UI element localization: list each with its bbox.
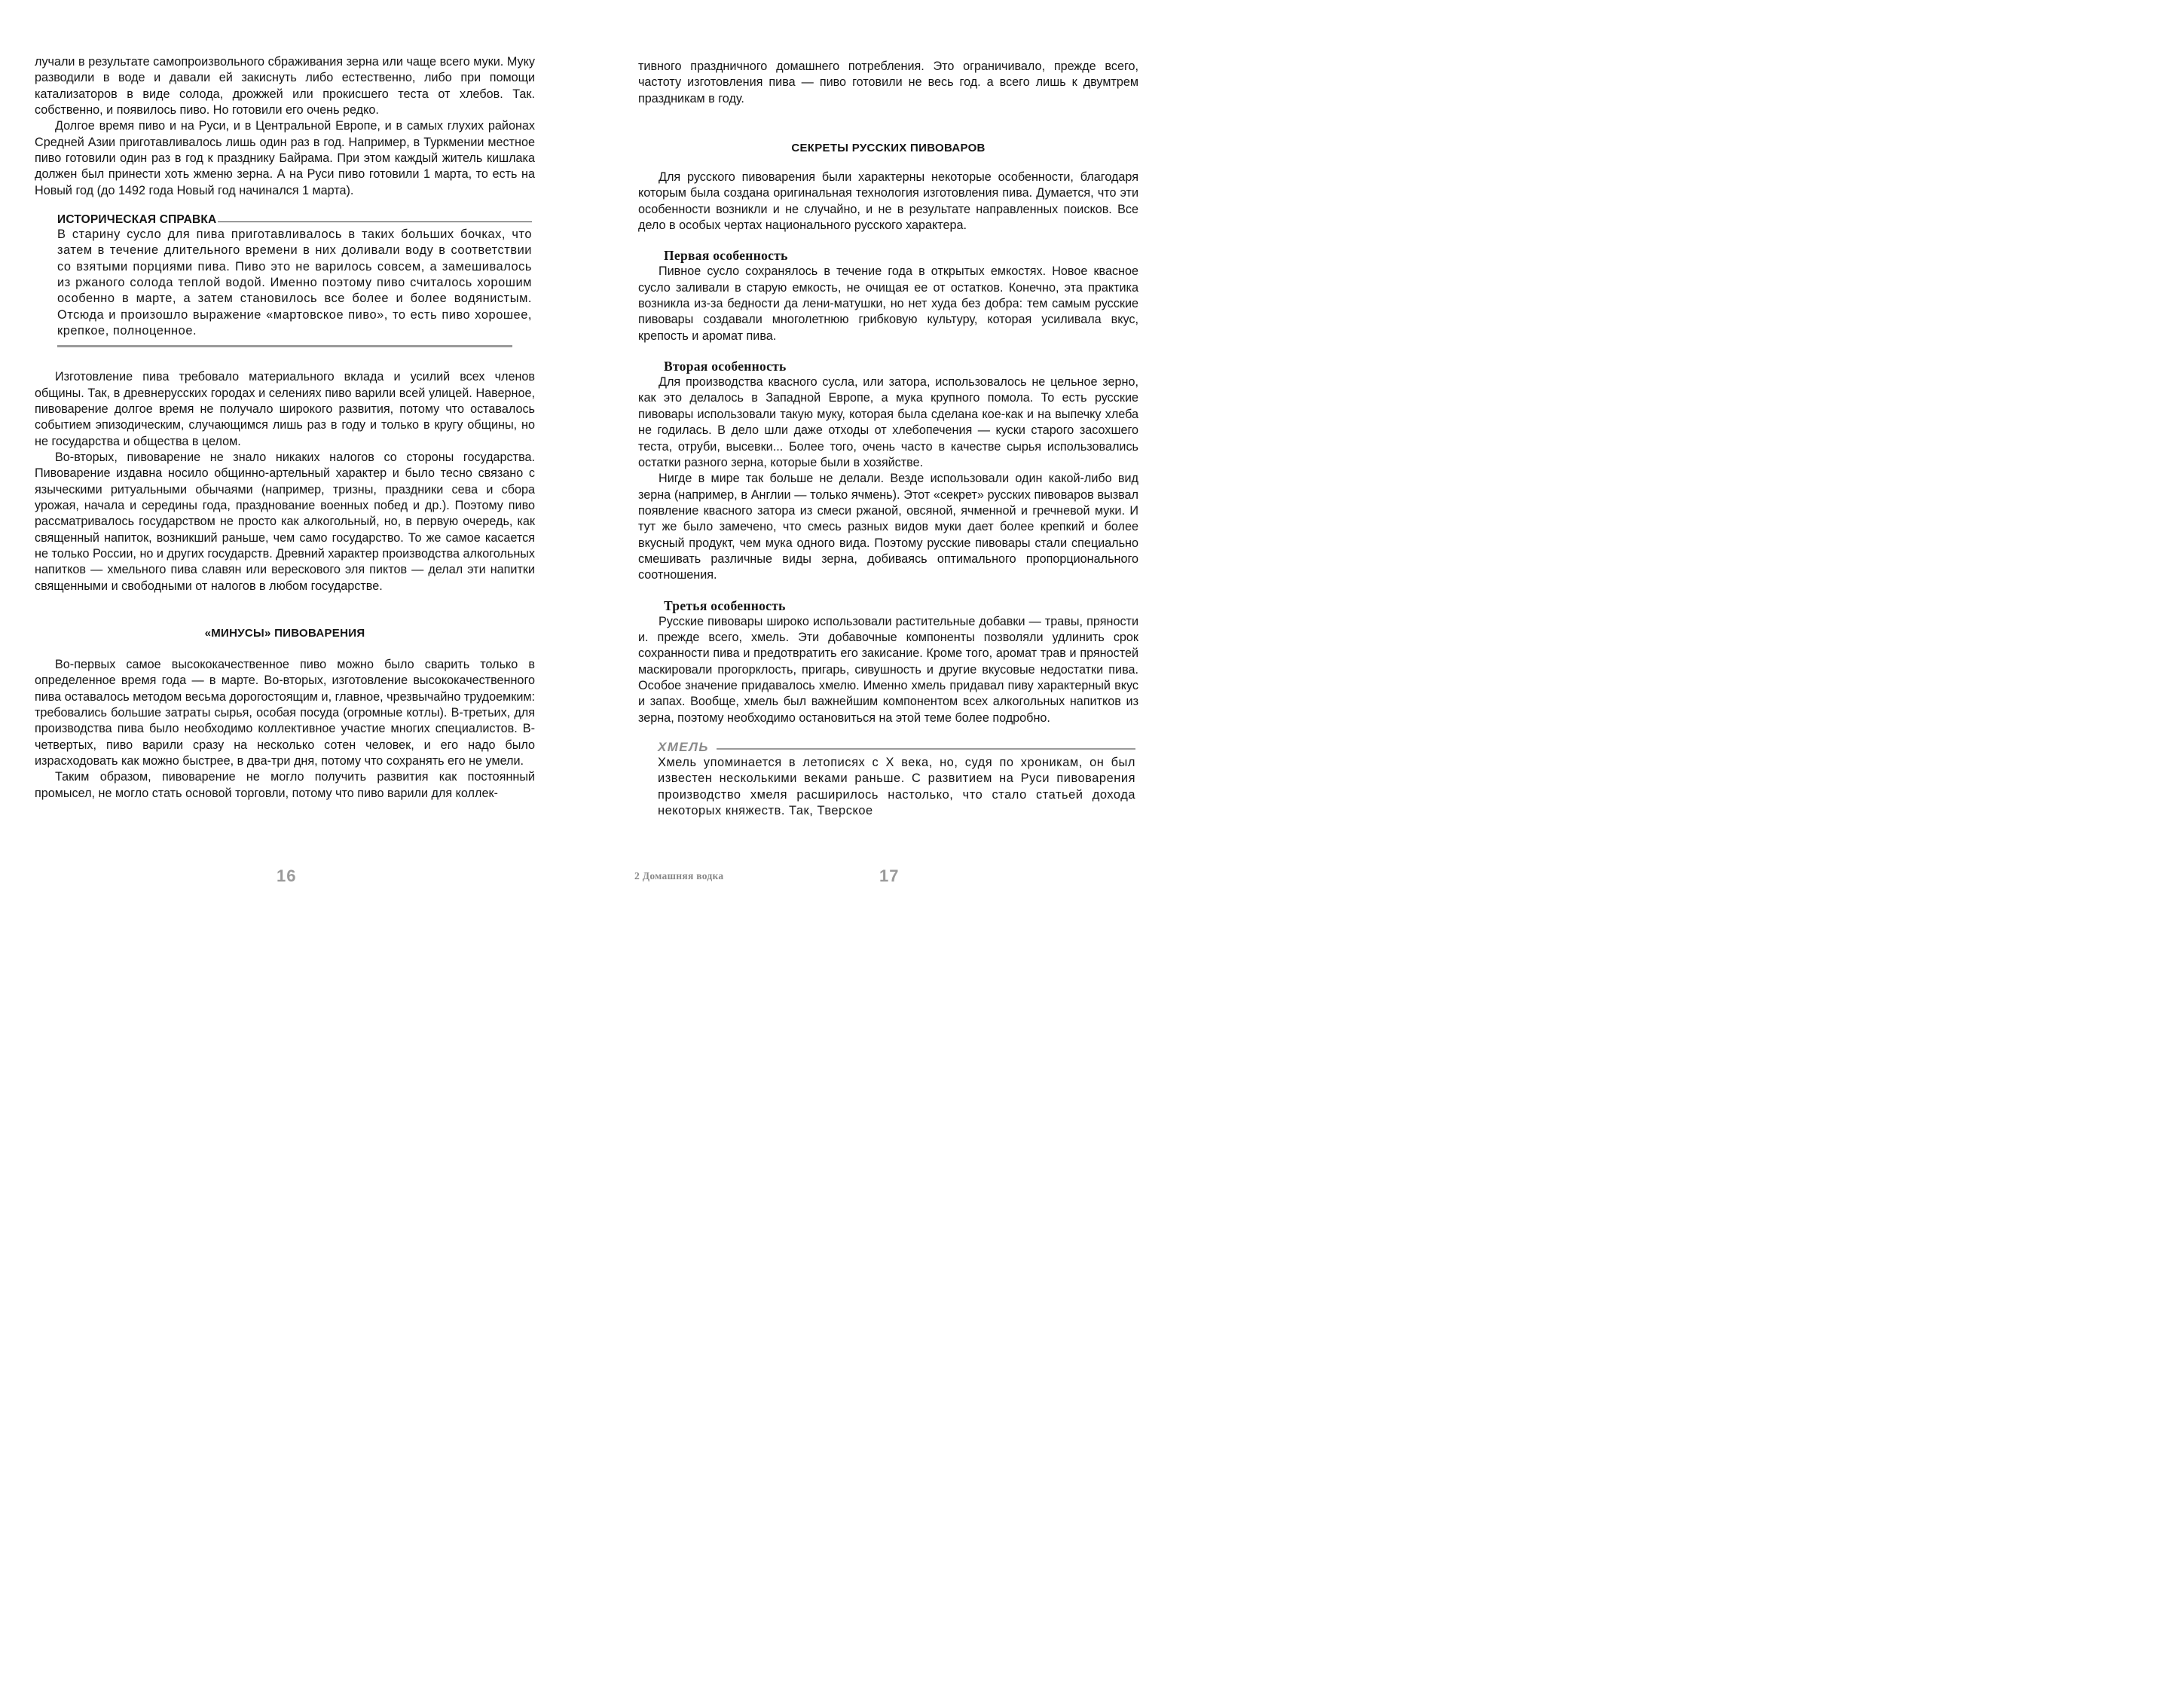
hops-note-title: ХМЕЛЬ [658, 740, 709, 754]
page-number-left: 16 [277, 866, 297, 885]
paragraph-continuation: тивного праздничного домашнего потребления. Это ограничивало, прежде всего, частоту изготовления пива — пиво готовили не весь год. а всего лишь к двумтрем праздникам в году. [638, 60, 1138, 105]
paragraph: Таким образом, пивоварение не могло получить развития как постоянный промысел, не могло стать основой торговли, потому что пиво варили для коллек- [35, 770, 535, 800]
feature-first [638, 247, 1138, 344]
paragraph: Долгое время пиво и на Руси, и в Центральной Европе, и в самых глухих районах Средней Азии приготавливалось лишь один раз в год. Например, в Туркмении местное пиво готовили один раз в год к празднику Байрама. При этом каждый житель кишлака должен был принести хоть жменю зерна. А на Руси пиво готовили 1 марта, то есть на Новый год (до 1492 года Новый год начинался 1 марта). [35, 119, 535, 197]
paragraph: Нигде в мире так больше не делали. Везде использовали один какой-либо вид зерна (например, в Англии — только ячмень). Этот «секрет» русских пивоваров вызвал появление квасного затора из смеси ржаной, овсяной, ячменной и гречневой муки. И тут же было замечено, что смесь разных видов муки дает более крепкий и более вкусный продукт, чем мука одного вида. Поэтому русские пивовары стали специально смешивать различные виды зерна, добиваясь оптимального пропорционального соотношения. [638, 472, 1138, 582]
right-page-text-column [638, 59, 1138, 819]
note-bottom-rule [57, 345, 512, 347]
hops-note-heading [658, 740, 1135, 755]
feature-third [638, 597, 1138, 726]
hops-note-text: Хмель упоминается в летописях с X века, но, судя по хроникам, он был известен несколькими веками раньше. С развитием на Руси пивоварения производство хмеля расширилось настолько, что стало статьей дохода некоторых княжеств. Так, Тверское [658, 756, 1135, 817]
historical-note-title: ИСТОРИЧЕСКАЯ СПРАВКА [57, 213, 217, 227]
feature-title: Третья особенность [664, 597, 786, 613]
feature-title: Первая особенность [664, 248, 788, 264]
paragraph: Для производства квасного сусла, или затора, использовалось не цельное зерно, как это делалось в Западной Европе, а мука крупного помола. То есть русские пивовары использовали такую муку, которая была сделана кое-как и на выпечку хлеба не годилась. В дело шли даже отходы от хлебопечения — куски старого засохшего теста, отруби, высевки... Более того, очень часто в качестве сырья использовались остатки разного зерна, которые были в хозяйстве. [638, 375, 1138, 469]
paragraph: Изготовление пива требовало материального вклада и усилий всех членов общины. Так, в древнерусских городах и селениях пиво варили всей улицей. Наверное, пивоварение долгое время не получало широкого развития, потому что оставалось событием эпизодическим, случающимся лишь раз в году и только в кругу общины, но не государства и общества в целом. [35, 370, 535, 448]
feature-second [638, 358, 1138, 583]
feature-title: Вторая особенность [664, 359, 787, 374]
section-title-secrets: СЕКРЕТЫ РУССКИХ ПИВОВАРОВ [791, 142, 986, 155]
paragraph: Русские пивовары широко использовали растительные добавки — травы, пряности и. прежде всего, хмель. Эти добавочные компоненты позволяли удлинить срок сохранности пива и предотвратить его закисание. Кроме того, аромат трав и пряностей маскировали прогорклость, пригарь, сивушность и другие вкусовые недостатки пива. Особое значение придавалось хмелю. Именно хмель придавал пиву характерный вкус и запах. Вообще, хмель был важнейшим компонентом всех алкогольных напитков из зерна, поэтому необходимо остановиться на этой теме более подробно. [638, 614, 1138, 725]
page-number-right: 17 [879, 866, 900, 885]
paragraph: Пивное сусло сохранялось в течение года в открытых емкостях. Новое квасное сусло заливали в старую емкость, не очищая ее от остатков. Конечно, эта практика возникла из-за бедности да лени-матушки, но нет худа без добра: тем самым русские пивовары создавали многолетнюю грибковую культуру, которая усиливала вкус, крепость и аромат пива. [638, 264, 1138, 343]
section-title-minuses: «МИНУСЫ» ПИВОВАРЕНИЯ [204, 626, 365, 640]
hops-note-box [658, 740, 1135, 819]
historical-note-heading [57, 213, 532, 227]
left-page-text-column [35, 54, 535, 802]
historical-note-text: В старину сусло для пива приготавливалось в таких больших бочках, что затем в течение длительного времени в них доливали воду в соответствии со взятыми порциями пива. Пиво это не варилось совсем, а замешивалось из ржаного солода теплой водой. Именно поэтому пиво считалось хорошим особенно в марте, а затем становилось все более и более водянистым. Отсюда и произошло выражение «мартовское пиво», то есть пиво хорошее, крепкое, полноценное. [57, 228, 532, 338]
heading-rule [717, 748, 1135, 750]
paragraph-intro: Для русского пивоварения были характерны некоторые особенности, благодаря которым была создана оригинальная технология изготовления пива. Думается, что эти особенности возникли и не случайно, и не в результате направленных поисков. Все дело в особых чертах национального русского характера. [638, 170, 1138, 233]
paragraph: Во-первых самое высококачественное пиво можно было сварить только в определенное время года — в марте. Во-вторых, изготовление высококачественного пива оставалось методом весьма дорогостоящим и, главное, чрезвычайно трудоемким: требовались большие затраты сырья, особая посуда (огромные котлы). В-третьих, для производства пива было необходимо коллективное участие многих специалистов. В-четвертых, пиво варили сразу на несколько сотен человек, и его надо было израсходовать как можно быстрее, в два-три дня, потому что сохранять его не умели. [35, 657, 535, 768]
historical-note-box [57, 213, 532, 347]
paragraph: Во-вторых, пивоварение не знало никаких налогов со стороны государства. Пивоварение издавна носило общинно-артельный характер и было тесно связано с языческими ритуальными обычаями (например, тризны, праздники сева и сбора урожая, начала и середины года, празднование военных побед и др.). Поэтому пиво рассматривалось государством не просто как алкогольный, но, в первую очередь, как священный напиток, возникший раньше, чем само государство. То же самое касается не только России, но и других государств. Древний характер производства алкогольных напитков — хмельного пива славян или верескового эля пиктов — делал эти напитки священными и свободными от налогов в любом государстве. [35, 450, 535, 593]
right-page [588, 0, 1175, 922]
left-page [0, 0, 588, 922]
running-footer: 2 Домашняя водка [634, 870, 724, 881]
paragraph-continuation: лучали в результате самопроизвольного сбраживания зерна или чаще всего муки. Муку разводили в воде и давали ей закиснуть либо естественно, либо при помощи катализаторов в виде солода, дрожжей или прокисшего теста от хлебов. Так. собственно, и появилось пиво. Но готовили его очень редко. [35, 55, 535, 118]
